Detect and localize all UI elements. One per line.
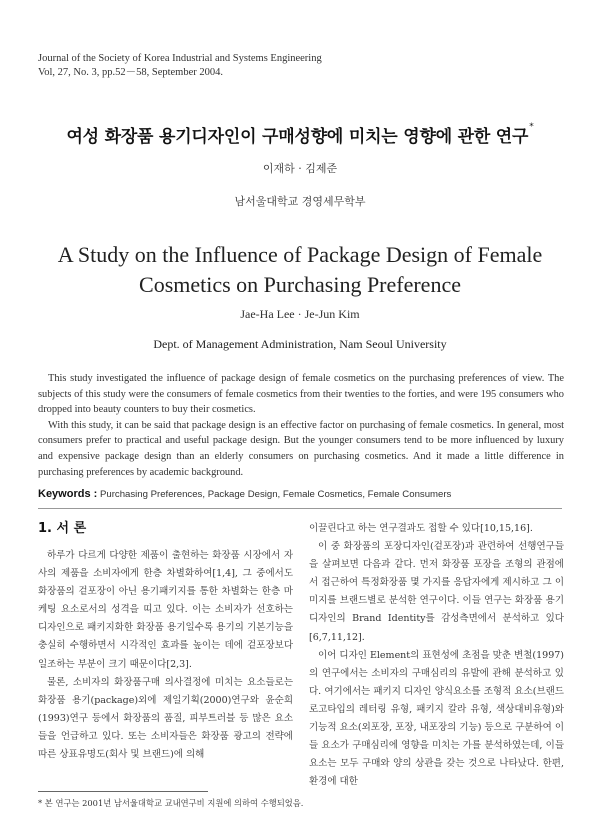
footnote: * 본 연구는 2001년 남서울대학교 교내연구비 지원에 의하여 수행되었음.	[38, 798, 304, 808]
keywords	[38, 488, 568, 500]
keywords-label: Keywords :	[38, 488, 98, 500]
journal-volume: Vol, 27, No. 3, pp.52－58, September 2004.	[38, 67, 224, 78]
body-paragraph: 하루가 다르게 다양한 제품이 출현하는 화장품 시장에서 자사의 제품을 소비자에게 한층 차별화하여[1,4], 그 중에서도 화장품의 겉포장이 아닌 용기패키지를 통한 차별화는 한층 마케팅 요소로서의 성격을 띠고 있다. 이는 소비자가 선호하는 디자인으로 패키지화한 화장품 용기일수록 용기의 기본기능을 충실히 수행하면서 시각적인 효과를 높이는 데에 겉포장보다 일조하는 부분이 크기 때문이다[2,3].	[38, 550, 293, 670]
abstract	[38, 371, 564, 480]
body-column-left	[38, 520, 293, 764]
korean-title	[0, 122, 600, 147]
abstract-paragraph-2: With this study, it can be said that package design is an effective factor on purchasing of female cosmetics. In general, most consumers prefer to practical and useful package design. But the younger consumers tend to be more influenced by luxury and expensive package design than an elderly consumers on purchasing cosmetics. And it made a little difference in purchasing preferences by academic background.	[38, 419, 564, 478]
body-paragraph: 물론, 소비자의 화장품구매 의사결정에 미치는 요소들로는 화장품 용기(package)외에 제일기획(2000)연구와 윤순희(1993)연구 등에서 화장품의 품질, 피부트러블 등 많은 요소들을 언급하고 있다. 또는 소비자들은 화장품 광고의 전략에 따른 상표유명도(회사 및 브랜드)에 의해	[38, 676, 293, 761]
korean-authors: 이재하 · 김제준	[262, 162, 338, 175]
abstract-paragraph-1: This study investigated the influence of package design of female cosmetics on the purchasing preferences of view. The subjects of this study were the consumers of female cosmetics from their twenties to the forties, and were 195 consumers who dropped into beauty counters to buy their cosmetics.	[38, 373, 564, 416]
journal-name: Journal of the Society of Korea Industrial and Systems Engineering	[38, 53, 322, 64]
body-paragraph: 이어 디자인 Element의 표현성에 초점을 맞춘 변철(1997)의 연구에서는 소비자의 구매심리의 유발에 관해 분석하고 있다. 여기에서는 패키지 디자인 양식요소를 조형적 요소(브랜드 로고타입의 레터링 유형, 패키지 칼라 유형, 색상대비유형)와 기능적 요소(외포장, 포장, 내포장의 기능) 등으로 구분하여 이들 요소가 구매심리에 영향을 미치는 가를 분석하였는데, 이들 요소는 모두 구매와 양의 상관을 갖는 것으로 나타났다. 한편, 환경에 대한	[309, 649, 564, 788]
section-heading-introduction: 1. 서 론	[38, 521, 87, 536]
english-affiliation: Dept. of Management Administration, Nam Seoul University	[153, 337, 447, 351]
body-paragraph: 이끌린다고 하는 연구결과도 접할 수 있다[10,15,16].	[309, 523, 533, 534]
journal-header	[38, 52, 368, 80]
english-title	[0, 240, 600, 300]
keywords-text: Purchasing Preferences, Package Design, Female Cosmetics, Female Consumers	[99, 489, 452, 500]
english-title-line-1: A Study on the Influence of Package Design of Female	[57, 242, 543, 267]
english-title-line-2: Cosmetics on Purchasing Preference	[139, 272, 461, 297]
footnote-divider	[38, 791, 208, 792]
body-paragraph: 이 중 화장품의 포장디자인(겉포장)과 관련하여 선행연구들을 살펴보면 다음과 같다. 먼저 화장품 포장을 조형의 관점에서 접근하여 특정화장품 몇 가지를 응답자에게 제시하고 그 이미지를 브랜드별로 분석한 연구이다. 이들 연구는 화장품 용기디자인의 Brand Identity를 감성측면에서 분석하고 있다[6,7,11,12].	[309, 541, 564, 643]
body-column-right	[309, 520, 564, 791]
title-footnote-mark: *	[529, 122, 534, 132]
english-authors: Jae-Ha Lee · Je-Jun Kim	[240, 307, 360, 321]
korean-affiliation: 남서울대학교 경영세무학부	[234, 195, 366, 208]
divider	[38, 508, 562, 509]
korean-title-text: 여성 화장품 용기디자인이 구매성향에 미치는 영향에 관한 연구	[66, 127, 529, 147]
